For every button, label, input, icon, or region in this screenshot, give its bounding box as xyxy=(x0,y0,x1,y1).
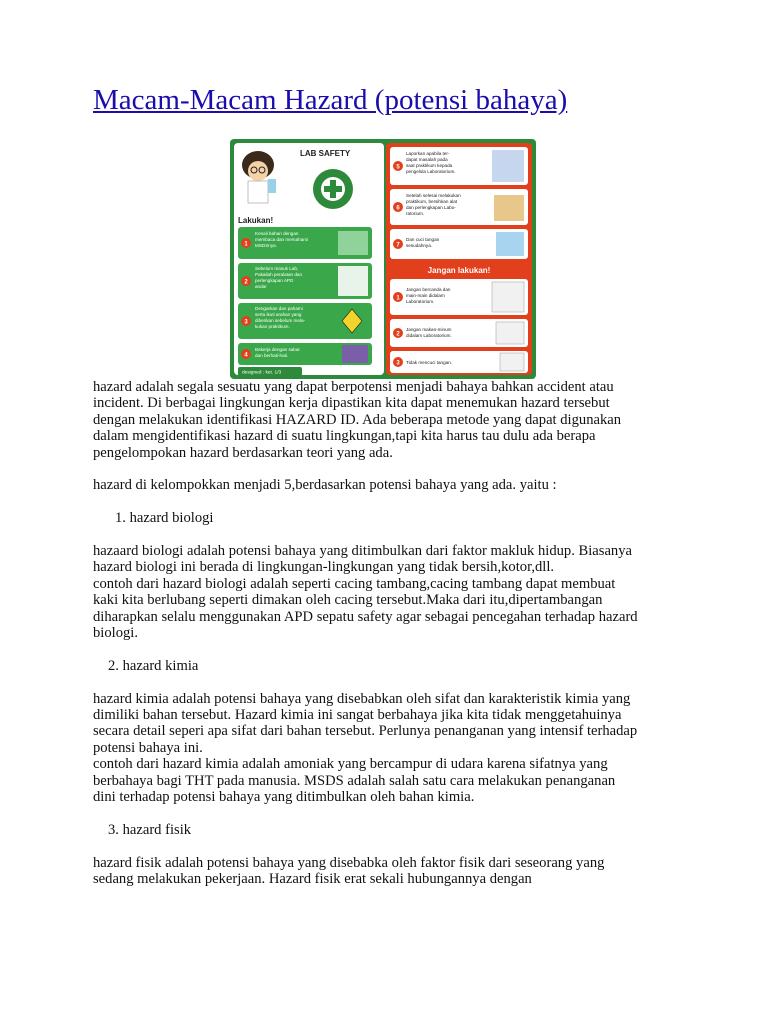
svg-text:1: 1 xyxy=(396,295,400,302)
svg-text:Dengarkan dan pahamiserta ikut: Dengarkan dan pahami serta ikuti arahan yang diberikan sebelum mela-kukan praktikum. xyxy=(255,306,306,329)
dont-item-3 xyxy=(390,351,528,373)
article-body xyxy=(93,379,705,887)
svg-text:Bekerja dengan sabardan berhat: Bekerja dengan sabar dan berhati-hati. xyxy=(255,347,300,358)
dont-item-1 xyxy=(390,279,528,315)
svg-text:2: 2 xyxy=(244,279,248,286)
paragraph-intro: hazard adalah segala sesuatu yang dapat berpotensi menjadi bahaya bahkan accident atau incident. Di berbagai lingkungan kerja dipastikan kita dapat menemukan hazard tersebut dengan melakukan identifikasi HAZARD ID. Ada beberapa metode yang dapat digunakan dalam mengidentifikasi hazard di suatu lingkungan,tapi kita harus tau dulu ada berapa pengelompokan hazard berdasarkan teori yang ada. xyxy=(93,379,622,461)
list-item-biologi: 1. hazard biologi xyxy=(115,510,214,527)
svg-text:7: 7 xyxy=(396,242,400,249)
lab-safety-poster xyxy=(230,139,536,379)
paragraph-kimia: hazard kimia adalah potensi bahaya yang disebabkan oleh sifat dan karakteristik kimia yang dimiliki bahan tersebut. Hazard kimia ini sangat berbahaya jika kita tidak menggetahuinya secara detail seperi apa sifat dari bahan tersebut. Perlunya penanganan yang intensif terhadap potensi bahaya ini. contoh dari hazard kimia adalah amoniak yang bercampur di udara karena sifatnya yang berbahaya bagi THT pada manusia. MSDS adalah salah satu cara melakukan penanganan dini terhadap potensi bahaya yang ditimbulkan oleh bahan kimia. xyxy=(93,690,638,806)
paragraph-biologi: hazaard biologi adalah potensi bahaya yang ditimbulkan dari faktor makluk hidup. Biasanya hazard biologi ini berada di lingkungan-lingkungan yang tidak bersih,kotor,dll. contoh dari hazard biologi adalah seperti cacing tambang,cacing tambang dapat membuat kaki kita berlubang seperti dimakan oleh cacing tersebut.Maka dari itu,dipertambangan diharapkan selalu menggunakan APD sepatu safety agar sebagai pencegahan terhadap hazard biologi. xyxy=(93,543,638,642)
list-item-kimia: 2. hazard kimia xyxy=(108,657,199,674)
do-item-2 xyxy=(238,263,372,299)
svg-text:3: 3 xyxy=(396,360,400,367)
svg-text:2: 2 xyxy=(396,331,400,338)
svg-text:4: 4 xyxy=(244,352,248,359)
poster-footer: designed : ket. 1/3 xyxy=(242,370,282,376)
page-title[interactable]: Macam-Macam Hazard (potensi bahaya) xyxy=(93,84,568,116)
k3-gear-logo xyxy=(313,169,353,209)
do-label: Lakukan! xyxy=(238,216,274,225)
svg-text:Dan cuci tangansesudahnya.: Dan cuci tangan sesudahnya. xyxy=(406,237,440,248)
svg-text:Jangan makan-minumdidalam Labo: Jangan makan-minum didalam Laboratorium. xyxy=(406,327,452,338)
poster-heading: LAB SAFETY xyxy=(300,149,351,158)
svg-text:Laporkan apabila ter-dapat mas: Laporkan apabila ter-dapat masalah pada saat praktikum kepada pengelola Laboratorium. xyxy=(406,151,456,174)
dont-item-2 xyxy=(390,319,528,347)
right-item-7 xyxy=(390,229,528,259)
svg-text:5: 5 xyxy=(396,164,400,171)
do-item-1 xyxy=(238,227,372,259)
list-item-fisik: 3. hazard fisik xyxy=(108,821,192,838)
lab-safety-poster-graphic xyxy=(230,139,536,379)
svg-text:3: 3 xyxy=(244,319,248,326)
svg-text:Jangan bercanda danmain-main d: Jangan bercanda dan main-main didalam Laboratorium. xyxy=(406,287,451,304)
right-item-6 xyxy=(390,189,528,225)
svg-text:Kenali bahan denganmembaca dan: Kenali bahan dengan membaca dan memahami MSDSnya. xyxy=(255,231,309,248)
paragraph-grouping: hazard di kelompokkan menjadi 5,berdasarkan potensi bahaya yang ada. yaitu : xyxy=(93,477,557,494)
svg-text:Setelah selesai melakukanprakt: Setelah selesai melakukan praktikum, bersihkan alat dan perlengkapan Labo-ratorium. xyxy=(406,193,461,216)
dont-label: Jangan lakukan! xyxy=(427,266,491,275)
do-item-4 xyxy=(238,343,372,365)
svg-text:Tidak mencuci tangan.: Tidak mencuci tangan. xyxy=(406,360,453,365)
svg-text:1: 1 xyxy=(244,241,248,248)
right-item-5 xyxy=(390,147,528,185)
do-item-3 xyxy=(238,303,372,339)
svg-text:6: 6 xyxy=(396,205,400,212)
svg-text:Sebelum masuk Lab,Pakailah per: Sebelum masuk Lab, Pakailah peralatan dan perlengkapan APD anda! xyxy=(255,266,302,289)
paragraph-fisik: hazard fisik adalah potensi bahaya yang disebabka oleh faktor fisik dari seseorang yang sedang melakukan pekerjaan. Hazard fisik erat sekali hubungannya dengan xyxy=(93,854,605,888)
